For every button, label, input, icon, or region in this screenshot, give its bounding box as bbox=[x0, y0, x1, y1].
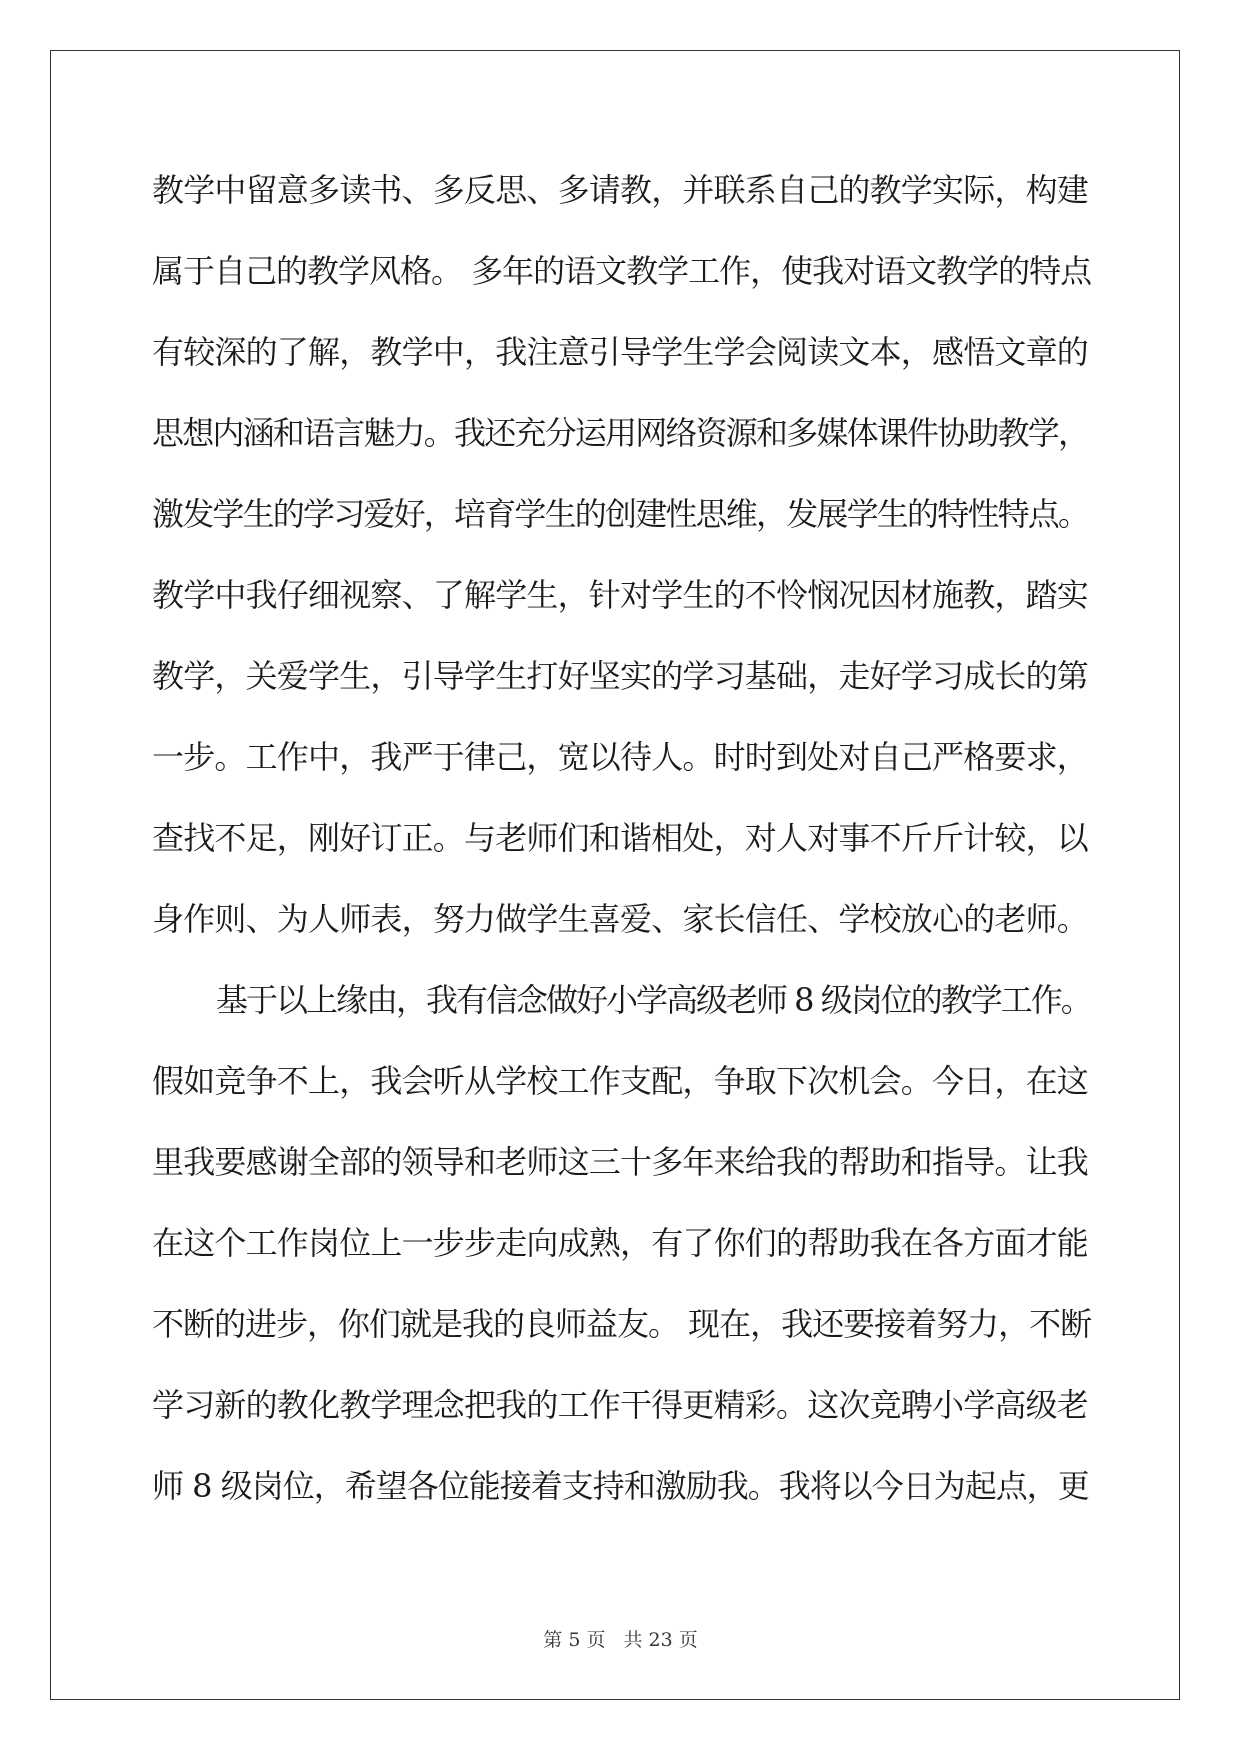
text-line: 在这个工作岗位上一步步走向成熟，有了你们的帮助我在各方面才能 bbox=[152, 1224, 1089, 1262]
text-line: 教学中我仔细视察、了解学生，针对学生的不怜悯况因材施教，踏实 bbox=[152, 576, 1089, 614]
text-line: 教学中留意多读书、多反思、多请教，并联系自己的教学实际，构建 bbox=[152, 171, 1089, 209]
text-line: 身作则、为人师表，努力做学生喜爱、家长信任、学校放心的老师。 bbox=[152, 900, 1089, 938]
text-line: 有较深的了解，教学中，我注意引导学生学会阅读文本，感悟文章的 bbox=[152, 333, 1089, 371]
paragraph-start-line: 基于以上缘由，我有信念做好小学高级老师 8 级岗位的教学工作。 bbox=[216, 981, 1091, 1019]
document-body bbox=[152, 160, 1092, 1537]
page-total: 共 23 页 bbox=[623, 1629, 698, 1651]
text-line: 激发学生的学习爱好，培育学生的创建性思维，发展学生的特性特点。 bbox=[152, 495, 1089, 533]
page-footer bbox=[0, 1625, 1241, 1652]
text-line: 里我要感谢全部的领导和老师这三十多年来给我的帮助和指导。让我 bbox=[152, 1143, 1089, 1181]
text-line: 假如竞争不上，我会听从学校工作支配，争取下次机会。今日，在这 bbox=[152, 1062, 1089, 1100]
text-line: 教学，关爱学生，引导学生打好坚实的学习基础，走好学习成长的第 bbox=[152, 657, 1089, 695]
text-line: 不断的进步，你们就是我的良师益友。 现在，我还要接着努力，不断 bbox=[152, 1305, 1092, 1343]
text-line: 属于自己的教学风格。 多年的语文教学工作，使我对语文教学的特点 bbox=[152, 252, 1092, 290]
page-number: 第 5 页 bbox=[543, 1629, 606, 1651]
text-line: 一步。工作中，我严于律己，宽以待人。时时到处对自己严格要求， bbox=[152, 738, 1089, 776]
text-line: 查找不足，刚好订正。与老师们和谐相处，对人对事不斤斤计较，以 bbox=[152, 819, 1089, 857]
text-line: 思想内涵和语言魅力。我还充分运用网络资源和多媒体课件协助教学， bbox=[152, 414, 1089, 452]
text-line: 学习新的教化教学理念把我的工作干得更精彩。这次竞聘小学高级老 bbox=[152, 1386, 1089, 1424]
text-line: 师 8 级岗位，希望各位能接着支持和激励我。我将以今日为起点，更 bbox=[152, 1467, 1089, 1505]
